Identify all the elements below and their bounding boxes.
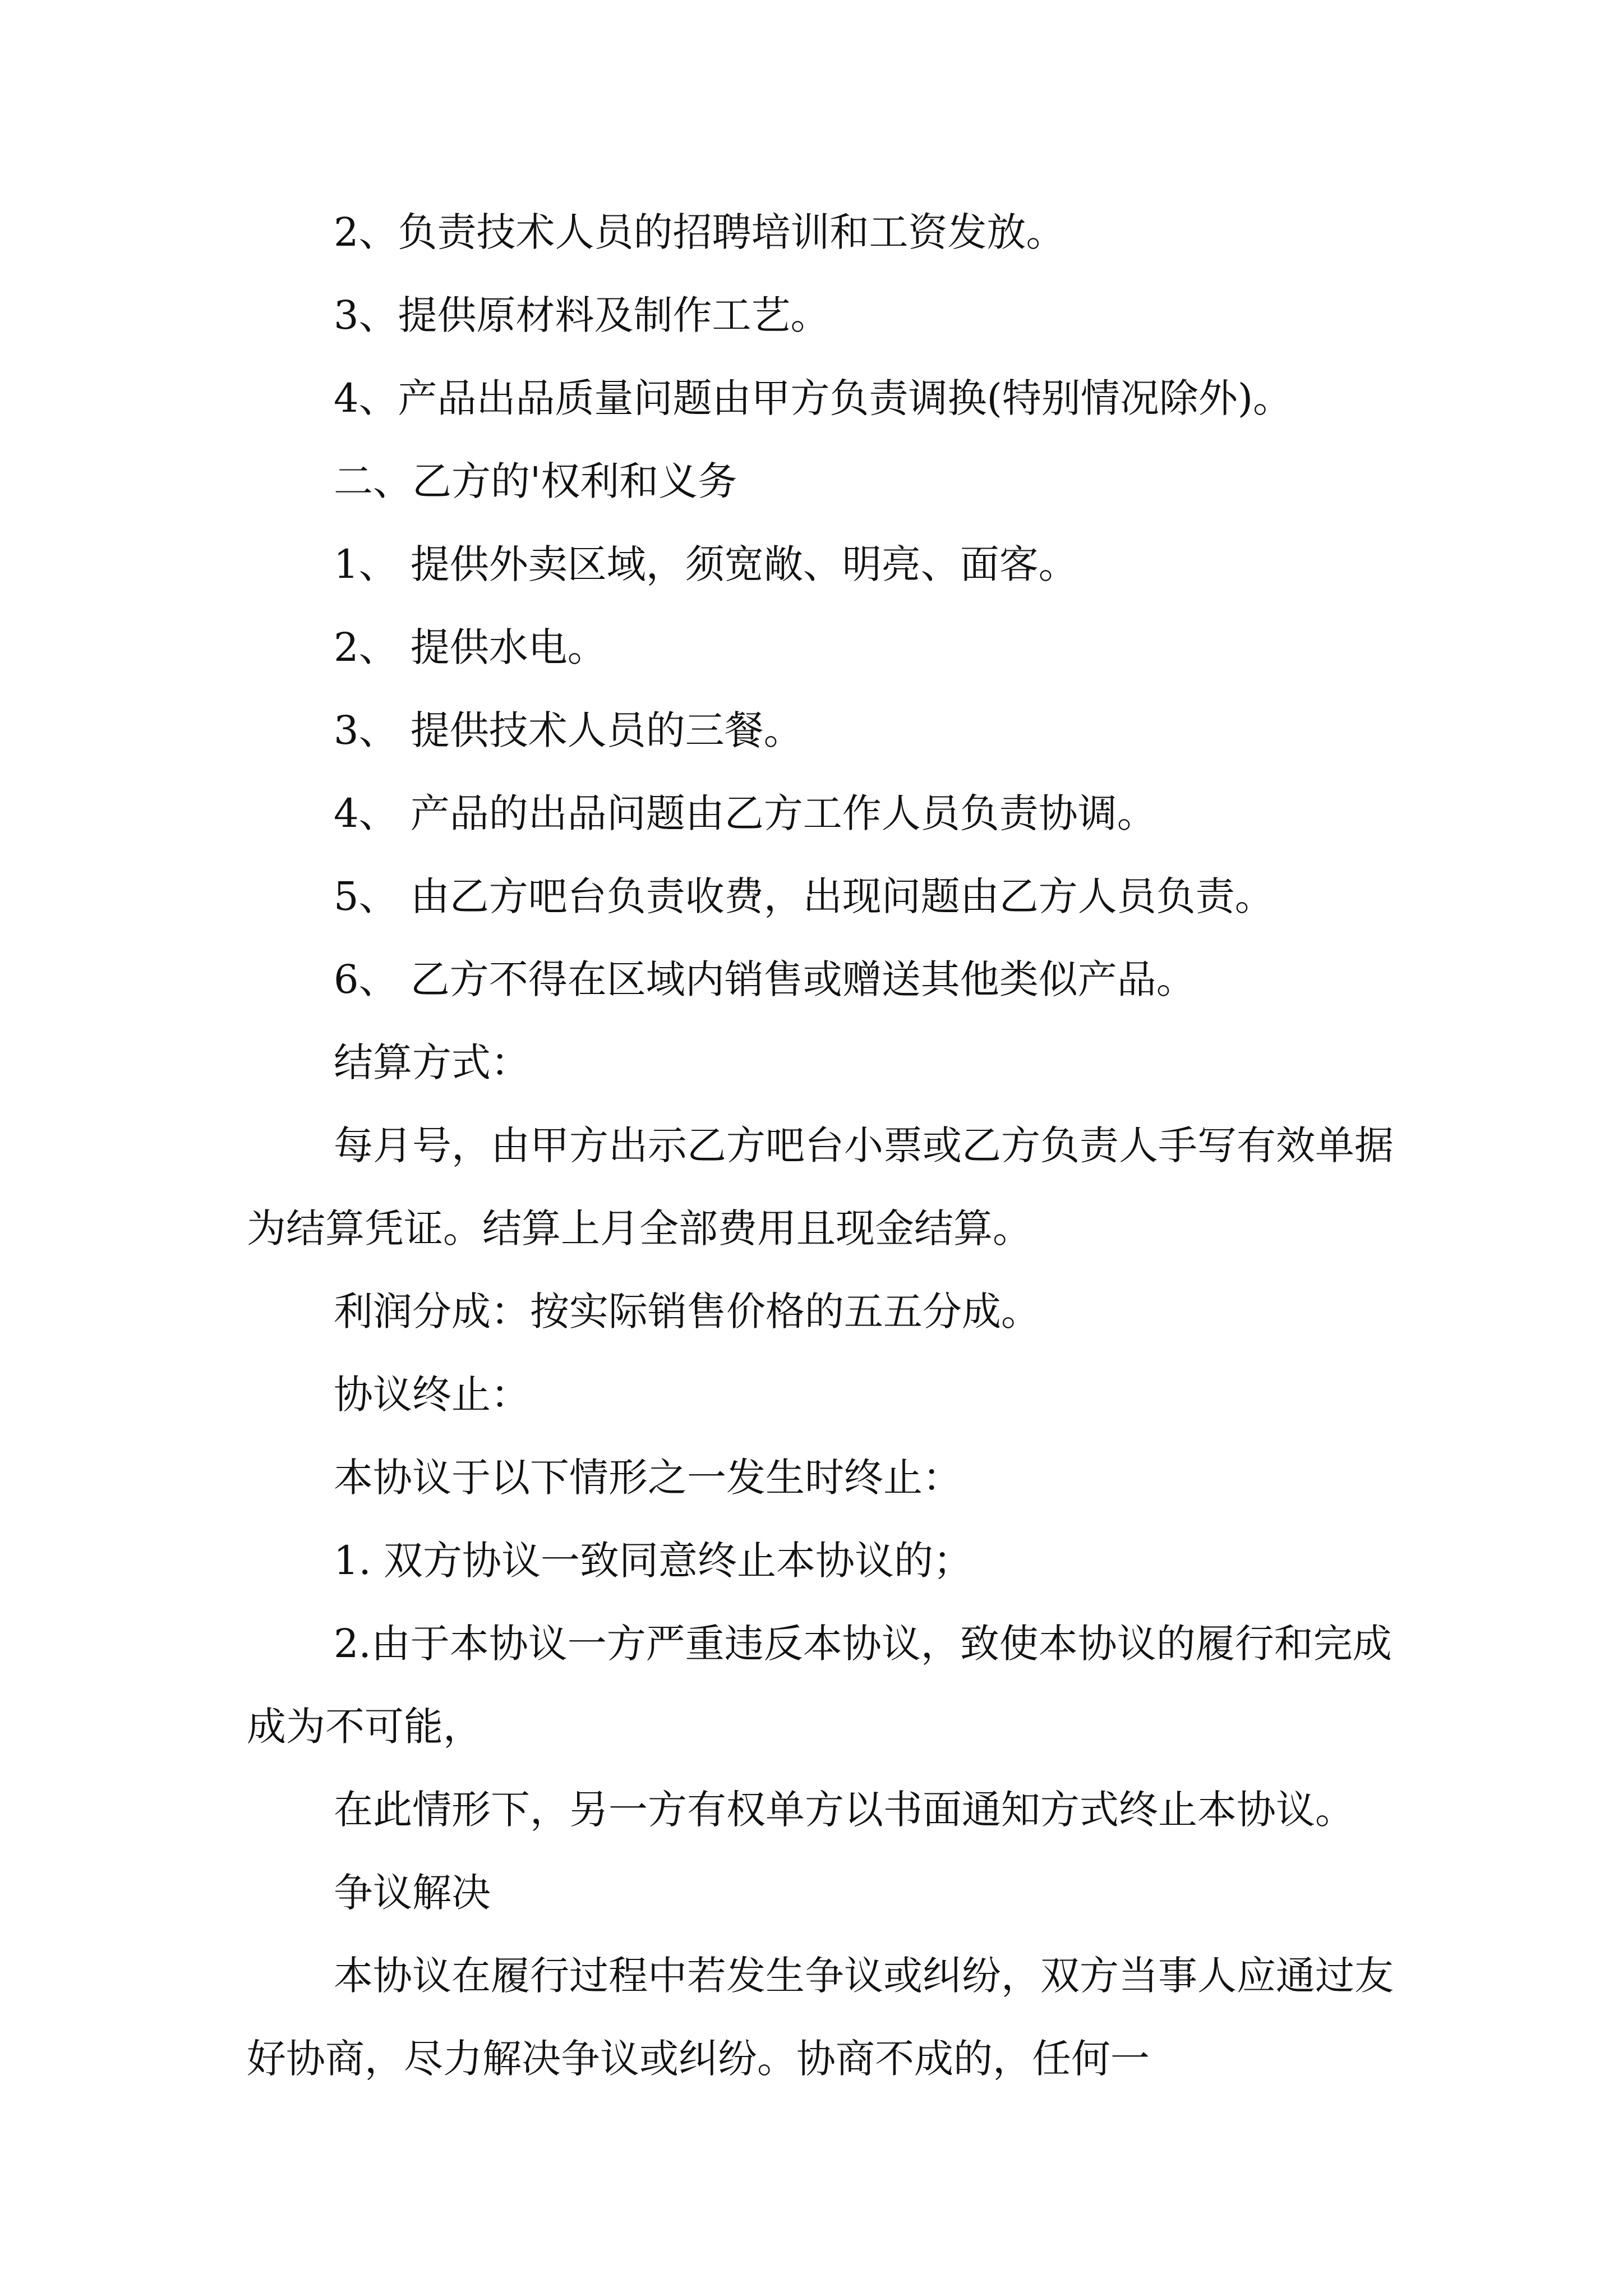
paragraph-party-b-duty-5: 5、 由乙方吧台负责收费，出现问题由乙方人员负责。	[334, 873, 1274, 919]
paragraph-party-b-duty-4: 4、 产品的出品问题由乙方工作人员负责协调。	[334, 790, 1156, 836]
section-heading-settlement: 结算方式：	[334, 1039, 530, 1085]
paragraph-party-a-duty-3: 3、提供原材料及制作工艺。	[334, 292, 830, 338]
paragraph-termination-notice: 在此情形下，另一方有权单方以书面通知方式终止本协议。	[334, 1787, 1354, 1833]
paragraph-termination-2: 2.由于本协议一方严重违反本协议，致使本协议的履行和完成成为不可能，	[247, 1621, 1392, 1750]
paragraph-party-b-duty-2: 2、 提供水电。	[334, 624, 607, 670]
paragraph-party-a-duty-2: 2、负责技术人员的招聘培训和工资发放。	[334, 209, 1066, 255]
section-heading-termination: 协议终止：	[334, 1372, 530, 1418]
paragraph-settlement: 每月号，由甲方出示乙方吧台小票或乙方负责人手写有效单据为结算凭证。结算上月全部费用且现金结算。	[247, 1122, 1394, 1251]
paragraph-termination-intro: 本协议于以下情形之一发生时终止：	[334, 1455, 962, 1501]
section-heading-dispute: 争议解决	[334, 1870, 491, 1916]
document-body	[247, 191, 1413, 2100]
paragraph-profit-split: 利润分成：按实际销售价格的五五分成。	[334, 1289, 1040, 1335]
paragraph-party-a-duty-4: 4、产品出品质量问题由甲方负责调换(特别情况除外)。	[334, 375, 1293, 421]
paragraph-dispute: 本协议在履行过程中若发生争议或纠纷，双方当事人应通过友好协商，尽力解决争议或纠纷。协商不成的，任何一	[247, 1953, 1394, 2082]
paragraph-party-b-duty-3: 3、 提供技术人员的三餐。	[334, 707, 803, 753]
paragraph-party-b-duty-6: 6、 乙方不得在区域内销售或赠送其他类似产品。	[334, 956, 1196, 1002]
paragraph-termination-1: 1. 双方协议一致同意终止本协议的；	[334, 1538, 973, 1584]
section-heading-party-b: 二、乙方的'权利和义务	[334, 458, 737, 504]
paragraph-party-b-duty-1: 1、 提供外卖区域，须宽敞、明亮、面客。	[334, 541, 1078, 587]
